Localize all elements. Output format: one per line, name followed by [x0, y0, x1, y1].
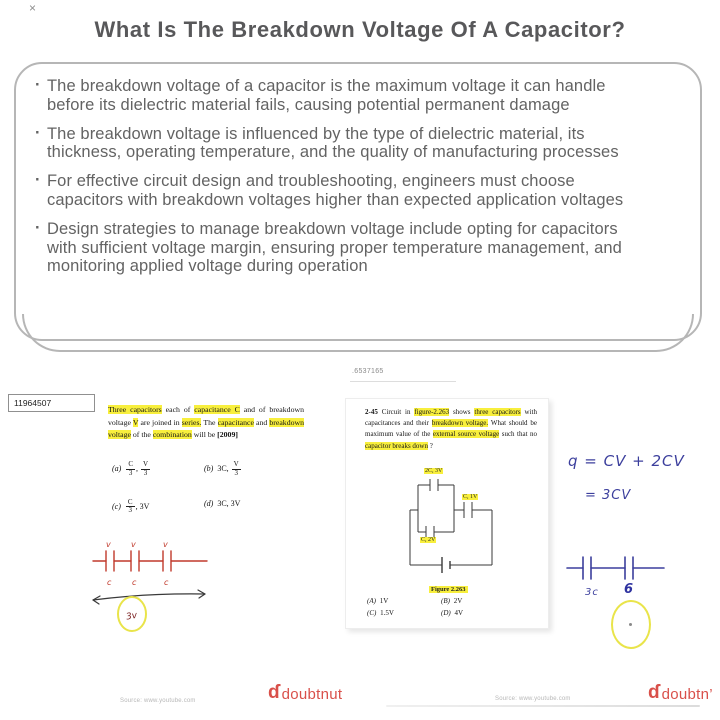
- text-segment: each of: [161, 405, 195, 414]
- capacitor-label-inner: C, 2V: [421, 537, 436, 543]
- speech-bubble: [14, 62, 702, 341]
- page-title: What Is The Breakdown Voltage Of A Capacitor?: [94, 17, 626, 42]
- text-segment: The: [201, 417, 218, 427]
- text-segment: What should be maximum value of the: [365, 419, 538, 439]
- answer-option: (a) $\frac{C}{3}$ , $\frac{V}{3}$: [112, 460, 149, 477]
- text-segment: figure-2.263: [414, 408, 450, 416]
- v-label: v: [163, 540, 168, 549]
- answer-option: (A) 1V: [367, 597, 389, 605]
- text-segment: capacitor breaks down: [365, 441, 428, 450]
- left-problem-text: [108, 404, 304, 442]
- left-problem-options: [112, 461, 297, 515]
- double-arrow: [93, 590, 205, 604]
- answer-option: (C) 1.5V: [367, 609, 394, 617]
- answer-option: (b) 3C, $\frac{V}{3}$: [204, 460, 239, 477]
- text-segment: breakdown voltage.: [431, 419, 489, 428]
- bullet-item: · For effective circuit design and troubleshooting, engineers must choose capacitors with breakdown voltages higher than expected application voltages: [34, 172, 634, 210]
- bullet-item: · Design strategies to manage breakdown voltage include opting for capacitors with sufficient voltage margin, ensuring proper temperature management, and monitoring applied voltage during operation: [34, 220, 634, 276]
- charge-label: 6: [624, 582, 635, 597]
- capacitor-label-top: 2C, 3V: [425, 468, 443, 474]
- bullet-item: · The breakdown voltage is influenced by the type of dielectric material, its thickness, operating temperature, and the quality of manufacturing processes: [34, 125, 634, 163]
- highlight-ellipse: [611, 600, 651, 649]
- v-label: v: [106, 540, 111, 549]
- text-segment: capacitance C: [194, 405, 240, 414]
- inner-box-sides: [418, 485, 454, 532]
- text-segment: such that no: [499, 430, 537, 439]
- bullet-item: · The breakdown voltage of a capacitor is the maximum voltage it can handle before its dielectric material fails, causing potential permanent damage: [34, 77, 634, 115]
- text-segment: shows: [449, 408, 475, 416]
- text-segment: series.: [181, 417, 202, 427]
- text-segment: V: [132, 417, 139, 427]
- v-label: v: [131, 540, 136, 549]
- circuit-figure: [406, 468, 501, 590]
- doubtnut-icon: ɗ: [648, 682, 660, 703]
- id-underline: [350, 381, 456, 382]
- battery: [442, 557, 450, 573]
- close-icon[interactable]: ×: [29, 1, 37, 15]
- text-segment: are joined in: [138, 417, 182, 427]
- middle-problem-options: [367, 597, 527, 617]
- text-segment: combination: [152, 430, 192, 440]
- text-segment: and of breakdown voltage: [108, 405, 304, 427]
- right-capacitor: [464, 502, 472, 518]
- text-segment: 2-45: [365, 408, 382, 416]
- text-segment: will be: [191, 430, 218, 440]
- capacitor-label-right: C, 1V: [463, 494, 478, 500]
- text-segment: [2009]: [217, 430, 238, 440]
- top-capacitor: [430, 479, 438, 491]
- text-segment: breakdown voltage: [108, 417, 305, 440]
- text-segment: ?: [427, 441, 433, 450]
- text-segment: with capacitances and their: [365, 408, 537, 428]
- question-id-left: 11964507: [8, 394, 95, 412]
- handwritten-capacitors: [563, 552, 668, 584]
- middle-problem-text: [365, 407, 537, 452]
- question-id-middle: .6537165: [352, 368, 384, 375]
- doubtnut-wordmark: doubtn’: [661, 686, 713, 703]
- source-caption-left: Source: www.youtube.com: [120, 698, 196, 704]
- text-segment: capacitance: [217, 417, 254, 427]
- capacitance-label: 3c: [585, 587, 599, 598]
- text-segment: of the: [130, 430, 153, 440]
- text-segment: external source voltage: [432, 430, 500, 439]
- doubtnut-logo-partial: [648, 683, 713, 703]
- c-label: c: [107, 578, 112, 587]
- answer-option: (d) 3C, 3V: [204, 498, 241, 508]
- arrow-value-label: 3v: [125, 610, 138, 623]
- text-segment: Circuit in: [381, 408, 415, 416]
- c-label: c: [164, 578, 169, 587]
- divider-line: [386, 705, 700, 707]
- doubtnut-logo: [268, 683, 342, 703]
- handwritten-equation-1: q = CV + 2CV: [568, 452, 685, 470]
- source-caption-right: Source: www.youtube.com: [495, 696, 571, 702]
- series-capacitors-sketch: [85, 538, 217, 634]
- bullet-list: [34, 77, 634, 276]
- text-segment: Three capacitors: [108, 405, 162, 414]
- answer-option: (D) 4V: [441, 609, 464, 617]
- figure-caption: Figure 2.263: [431, 586, 466, 593]
- handwritten-equation-2: = 3CV: [585, 488, 632, 503]
- answer-option: (c) $\frac{C}{3}$ , 3V: [112, 497, 150, 515]
- text-segment: and: [253, 417, 270, 427]
- c-label: c: [132, 578, 137, 587]
- text-segment: three capacitors: [474, 408, 521, 416]
- answer-option: (B) 2V: [441, 597, 463, 605]
- doubtnut-icon: ɗ: [268, 682, 280, 703]
- doubtnut-wordmark: doubtnut: [281, 686, 343, 703]
